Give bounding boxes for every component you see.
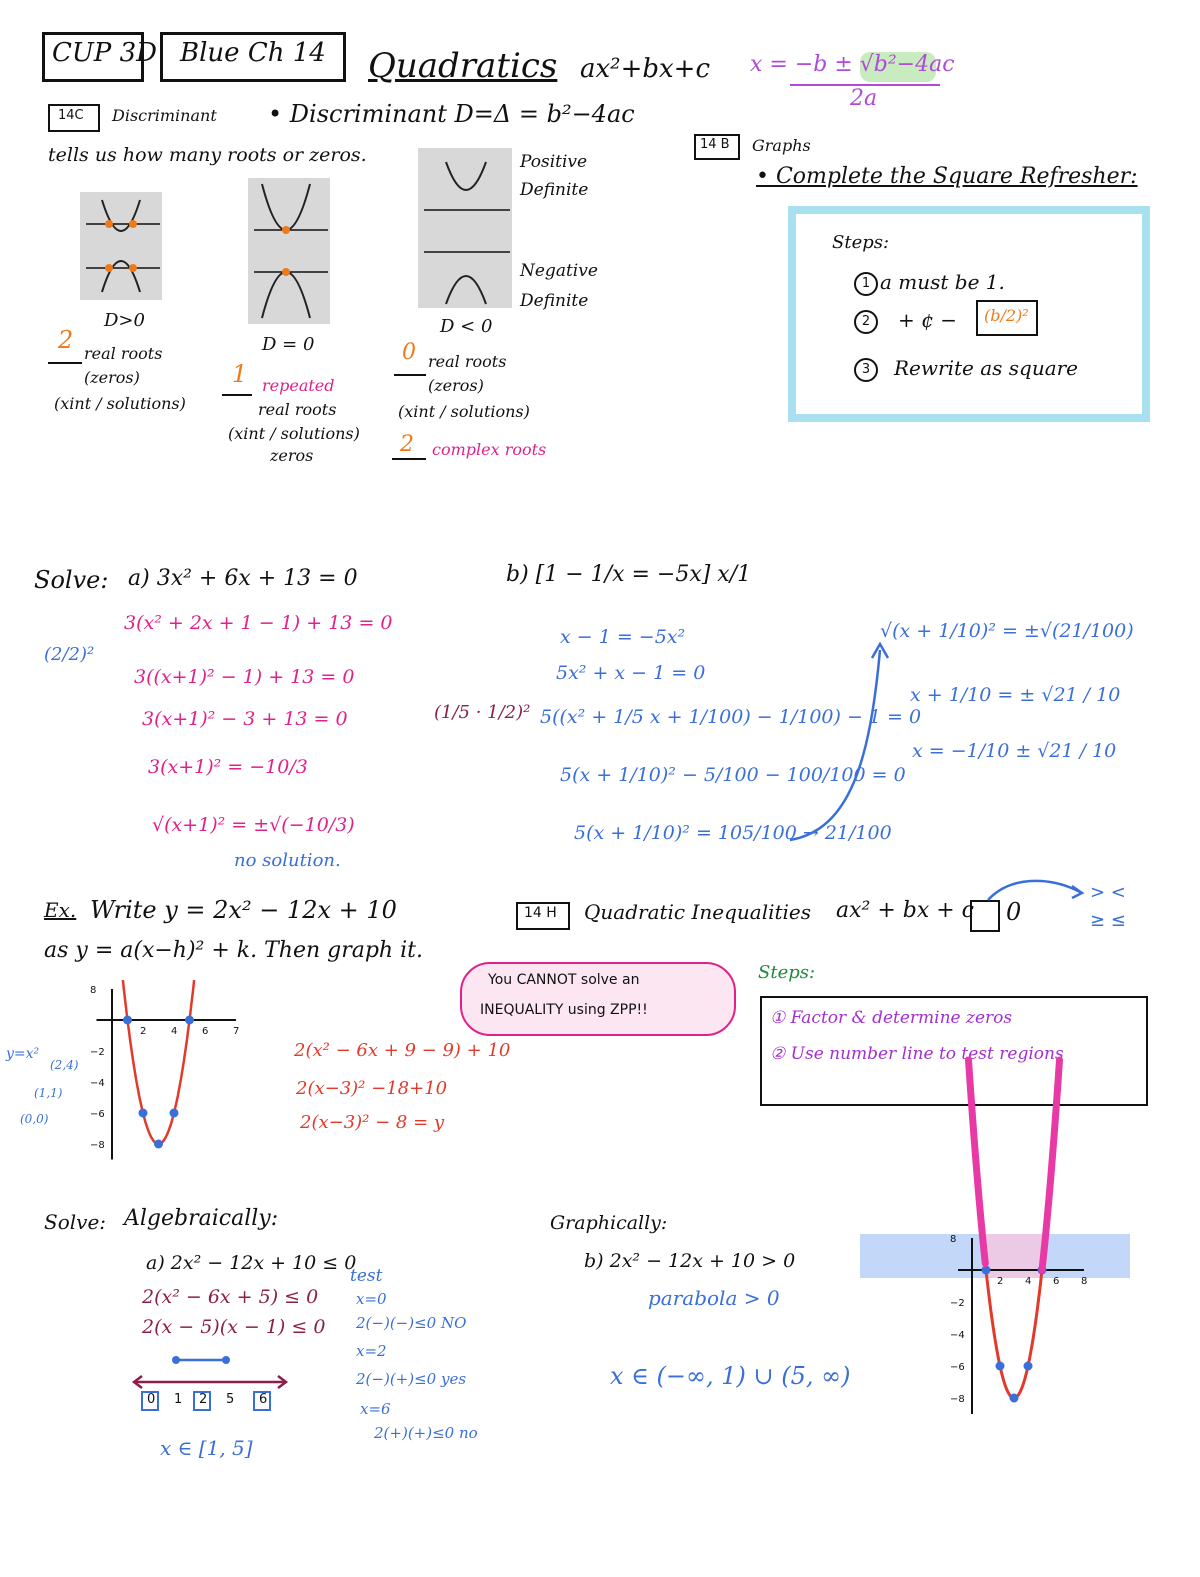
test-title: test (350, 1266, 383, 1286)
example-step-3: 2(x−3)² − 8 = y (300, 1112, 445, 1133)
test-1: x=0 (356, 1290, 387, 1308)
case-d-zero-count: 1 (232, 360, 248, 388)
solve-a-step-5: √(x+1)² = ±√(−10/3) (152, 814, 355, 836)
inequality-step-2: ② Use number line to test regions (770, 1044, 1064, 1064)
section-14c-label: Discriminant (112, 106, 217, 125)
x-tick-label: 2 (997, 1276, 1004, 1287)
step-1-marker: 1 (854, 272, 878, 296)
example-step-2: 2(x−3)² −18+10 (296, 1078, 448, 1099)
inequality-steps-title: Steps: (758, 962, 816, 983)
case-d-positive-line1: real roots (84, 344, 163, 363)
graph-d-negative (418, 148, 512, 308)
example-note-1: y=x² (6, 1046, 40, 1062)
x-tick-label: 4 (171, 1026, 178, 1037)
tag-cup3d-text: CUP 3D (52, 38, 157, 68)
example-note-2: (2,4) (50, 1058, 79, 1072)
case-d-negative-line1: real roots (428, 352, 507, 371)
y-tick-label: −4 (950, 1330, 965, 1341)
data-point (1010, 1394, 1019, 1403)
y-tick-label: −4 (90, 1078, 105, 1089)
solve-a-step-1: 3(x² + 2x + 1 − 1) + 13 = 0 (124, 612, 393, 634)
case-d-positive-line3: (xint / solutions) (54, 394, 186, 413)
x-tick-label: 4 (1025, 1276, 1032, 1287)
data-point (996, 1362, 1005, 1371)
solve-b-step-5: 5(x + 1/10)² = 105/100 → 21/100 (574, 822, 892, 844)
standard-form: ax²+bx+c (580, 54, 711, 84)
cts-step-3: Rewrite as square (894, 356, 1079, 380)
numberline-label-1: 1 (174, 1392, 183, 1407)
case-d-positive-line2: (zeros) (84, 368, 140, 387)
section-14h-label: Quadratic Inequalities (584, 900, 812, 924)
solve-b-step-2: 5x² + x − 1 = 0 (556, 662, 706, 684)
quadratic-formula-denominator: 2a (850, 86, 878, 111)
example-line-1: Write y = 2x² − 12x + 10 (90, 896, 397, 924)
solve-a-no-solution: no solution. (234, 850, 341, 871)
solve2-a-step-1: 2(x² − 6x + 5) ≤ 0 (142, 1286, 319, 1308)
data-point (170, 1109, 179, 1118)
inequality-step-1: ① Factor & determine zeros (770, 1008, 1013, 1028)
test-3: x=2 (356, 1342, 387, 1360)
data-point (1024, 1362, 1033, 1371)
inequality-symbols-1: > < (1090, 882, 1126, 903)
case-d-positive-count: 2 (58, 326, 74, 354)
test-4: 2(−)(+)≤0 yes (356, 1370, 467, 1388)
solve-a-step-3: 3(x+1)² − 3 + 13 = 0 (142, 708, 348, 730)
case-d-positive-cond: D>0 (104, 310, 145, 331)
y-tick-label: 8 (90, 985, 97, 996)
tag-14h-text: 14 H (524, 905, 557, 921)
solve2-a-step-2: 2(x − 5)(x − 1) ≤ 0 (142, 1316, 326, 1338)
solve-b-right-3: x = −1/10 ± √21 / 10 (912, 740, 1117, 762)
page-title: Quadratics (368, 46, 558, 86)
y-tick-label: 8 (950, 1234, 957, 1245)
solve-b-right-2: x + 1/10 = ± √21 / 10 (910, 684, 1121, 706)
solve-b-equation: b) [1 − 1/x = −5x] x/1 (506, 562, 752, 587)
y-tick-label: −2 (950, 1298, 965, 1309)
tag-blue-ch14-text: Blue Ch 14 (180, 38, 326, 68)
y-tick-label: −8 (90, 1140, 105, 1151)
negative-definite: Negative Definite (520, 261, 598, 311)
graph-d-zero (248, 178, 330, 324)
inequality-symbols-2: ≥ ≤ (1090, 910, 1126, 931)
numberline-label-0: 0 (147, 1392, 156, 1407)
example-line-2: as y = a(x−h)² + k. Then graph it. (44, 938, 423, 963)
cts-step-2-box: (b/2)² (984, 306, 1029, 325)
case-d-negative-cond: D < 0 (440, 316, 493, 337)
section-14h-form: ax² + bx + c (836, 898, 974, 923)
tag-14b-text: 14 B (700, 137, 730, 152)
example-graph (60, 984, 290, 1164)
case-d-zero-line0: repeated (262, 376, 335, 395)
solve-b-step-4: 5(x + 1/10)² − 5/100 − 100/100 = 0 (560, 764, 906, 786)
cts-step-2: + ¢ − (898, 308, 957, 332)
solve2-a-equation: a) 2x² − 12x + 10 ≤ 0 (146, 1252, 357, 1274)
parabola-curve (123, 980, 194, 1144)
solve-a-step-4: 3(x+1)² = −10/3 (148, 756, 308, 778)
case-d-negative-count: 0 (402, 340, 416, 365)
data-point (139, 1109, 148, 1118)
x-tick-label: 8 (1081, 1276, 1088, 1287)
section-14h-form-end: 0 (1006, 898, 1022, 926)
x-tick-label: 7 (233, 1026, 240, 1037)
solve-b-step-3: 5((x² + 1/5 x + 1/100) − 1/100) − 1 = 0 (540, 706, 922, 728)
solve-b-right-1: √(x + 1/10)² = ±√(21/100) (880, 620, 1134, 642)
data-point (123, 1016, 132, 1025)
case-d-negative-underline (394, 374, 426, 376)
test-5: x=6 (360, 1400, 391, 1418)
case-d-zero-line1: real roots (258, 400, 337, 419)
cts-steps-title: Steps: (832, 232, 890, 253)
numberline-label-6: 6 (259, 1392, 268, 1407)
solve2-algebraically: Algebraically: (124, 1206, 279, 1231)
solve-b-step-1: x − 1 = −5x² (560, 626, 686, 648)
data-point (154, 1140, 163, 1149)
shade-pink (986, 1234, 1042, 1278)
solve-label: Solve: (34, 566, 109, 594)
case-d-negative-complex-count: 2 (400, 432, 414, 457)
solve2-b-note: parabola > 0 (648, 1286, 780, 1310)
y-tick-label: −2 (90, 1047, 105, 1058)
case-d-negative-complex: complex roots (432, 440, 547, 459)
example-note-3: (1,1) (34, 1086, 63, 1100)
x-tick-label: 6 (202, 1026, 209, 1037)
x-tick-label: 6 (1053, 1276, 1060, 1287)
discriminant-tells: tells us how many roots or zeros. (48, 144, 367, 166)
case-d-zero-line2: (xint / solutions) (228, 424, 360, 443)
data-point (185, 1016, 194, 1025)
solve-a-equation: a) 3x² + 6x + 13 = 0 (128, 566, 358, 591)
y-tick-label: −6 (950, 1362, 965, 1373)
positive-definite: Positive Definite (520, 152, 589, 200)
warning-text-2: INEQUALITY using ZPP!! (480, 1002, 648, 1018)
solve2-a-answer: x ∈ [1, 5] (160, 1436, 253, 1460)
warning-text-1: You CANNOT solve an (488, 972, 640, 988)
solve2-graphically: Graphically: (550, 1212, 668, 1234)
tag-14c-text: 14C (58, 108, 84, 123)
quadratic-formula-numerator: x = −b ± √b²−4ac (750, 52, 955, 77)
y-tick-label: −8 (950, 1394, 965, 1405)
example-label: Ex. (44, 898, 77, 922)
complex-underline (392, 458, 426, 460)
case-d-positive-underline (48, 362, 82, 364)
case-d-zero-line3: zeros (270, 446, 314, 465)
solve-a-step-2: 3((x+1)² − 1) + 13 = 0 (134, 666, 355, 688)
example-note-4: (0,0) (20, 1112, 49, 1126)
solve2-b-answer: x ∈ (−∞, 1) ∪ (5, ∞) (610, 1362, 851, 1390)
test-6: 2(+)(+)≤0 no (374, 1424, 478, 1442)
solve2-label: Solve: (44, 1210, 107, 1234)
solve-b-side: (1/5 · 1/2)² (434, 702, 531, 723)
section-14b-label: Graphs (752, 136, 811, 155)
solve-a-side: (2/2)² (44, 644, 95, 665)
inequality-arrow (980, 876, 1090, 906)
y-tick-label: −6 (90, 1109, 105, 1120)
cts-step-1: a must be 1. (880, 270, 1005, 294)
case-d-negative-line2: (zeros) (428, 376, 484, 395)
solve-b-arrow (780, 640, 900, 860)
discriminant-bullet: • Discriminant D=Δ = b²−4ac (268, 100, 635, 128)
step-3-marker: 3 (854, 358, 878, 382)
step-2-marker: 2 (854, 310, 878, 334)
inequality-graph (860, 1166, 1136, 1416)
case-d-negative-line3: (xint / solutions) (398, 402, 530, 421)
numberline-label-5: 5 (226, 1392, 235, 1407)
case-d-zero-underline (222, 394, 252, 396)
numberline-label-2: 2 (199, 1392, 208, 1407)
graph-d-positive (80, 192, 162, 300)
example-step-1: 2(x² − 6x + 9 − 9) + 10 (294, 1040, 511, 1061)
case-d-zero-cond: D = 0 (262, 334, 315, 355)
x-tick-label: 2 (140, 1026, 147, 1037)
test-2: 2(−)(−)≤0 NO (356, 1314, 467, 1332)
complete-square-heading: • Complete the Square Refresher: (756, 164, 1138, 189)
solve2-b-equation: b) 2x² − 12x + 10 > 0 (584, 1250, 796, 1272)
